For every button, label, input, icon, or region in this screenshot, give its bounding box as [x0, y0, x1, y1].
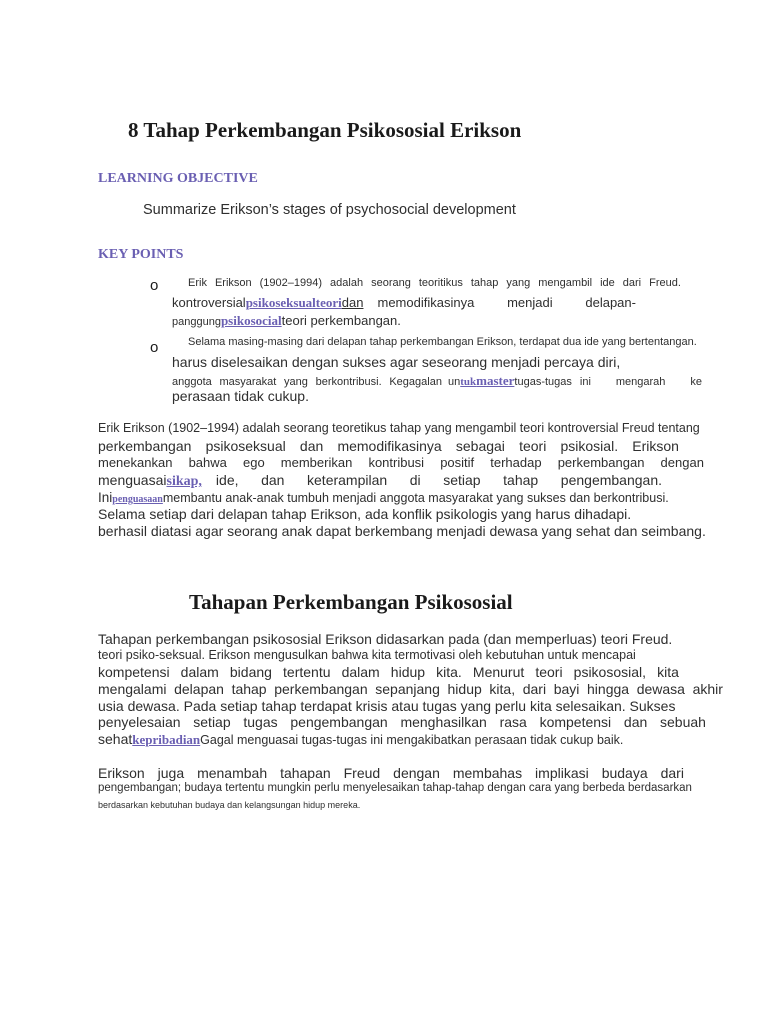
word: menjadi [507, 295, 553, 310]
word: tahap [231, 681, 267, 697]
key-point-1-line-2-words [377, 295, 636, 310]
key-point-2-line-4: perasaan tidak cukup. [172, 388, 309, 404]
word: sebuah [660, 714, 706, 730]
word: pengembangan [290, 714, 388, 730]
page-title: 8 Tahap Perkembangan Psikososial Erikson [128, 118, 522, 142]
section-2-line-4 [98, 681, 723, 697]
section-2-line-3 [98, 664, 679, 680]
word: dari [522, 681, 547, 697]
word: perkembangan [98, 438, 192, 454]
word: terhadap [490, 455, 542, 470]
text-span: membantu anak-anak tumbuh menjadi anggota masyarakat yang sukses dan berkontribusi. [162, 491, 669, 505]
word: setiap [443, 472, 481, 488]
word: sepanjang [375, 681, 440, 697]
word: Freud [343, 765, 381, 781]
penguasaan-link[interactable]: penguasaan [112, 494, 163, 505]
word: tahap [470, 277, 499, 289]
word: psikoseksual [205, 438, 286, 454]
section-2-line-7 [98, 731, 623, 748]
word: teori [535, 664, 563, 680]
section-2-line-1: Tahapan perkembangan psikososial Erikson didasarkan pada (dan memperluas) teori Freud. [98, 631, 673, 647]
word: tertentu [283, 664, 331, 680]
circle-bullet-icon: o [150, 277, 159, 294]
text-span: kontroversial [172, 295, 246, 310]
word: seorang [371, 277, 411, 289]
body-1-line-3 [98, 455, 704, 470]
word: kita [657, 664, 679, 680]
word: perkembangan [557, 455, 645, 470]
key-point-1-line-2 [172, 295, 636, 311]
word: menekankan [98, 455, 173, 470]
word: mengarah [615, 376, 666, 388]
key-point-2-line-3-words-end [580, 376, 702, 388]
text-span: dan [341, 295, 364, 310]
word: yang [284, 376, 308, 388]
word: kompetensi [98, 664, 170, 680]
word: dewasa [636, 681, 685, 697]
word: kita. [436, 664, 462, 680]
word: Freud. [649, 277, 681, 289]
body-1-line-6: Selama setiap dari delapan tahap Erikson, ada konflik psikologis yang harus dihadapi. [98, 506, 632, 522]
word: dan [299, 438, 324, 454]
word: juga [157, 765, 185, 781]
word: psikososial, [573, 664, 647, 680]
word: anggota [172, 376, 212, 388]
word: teoritikus [418, 277, 463, 289]
word: hidup [390, 664, 426, 680]
body-1-line-2 [98, 438, 679, 454]
word: dengan [393, 765, 440, 781]
body-1-line-4-words [216, 472, 662, 488]
sikap-link[interactable]: sikap, [166, 474, 202, 489]
learning-objective-item: Summarize Erikson’s stages of psychosocial development [143, 202, 516, 218]
word: bidang [229, 664, 272, 680]
section-2-para-2-line-1 [98, 765, 684, 781]
word: ego [242, 455, 265, 470]
word: budaya [601, 765, 648, 781]
word: ke [690, 376, 702, 388]
word: memodifikasinya [377, 295, 475, 310]
word: ide, [215, 472, 239, 488]
word: bayi [553, 681, 580, 697]
section-2-line-2: teori psiko-seksual. Erikson mengusulkan bahwa kita termotivasi oleh kebutuhan untuk mencapai [98, 648, 636, 662]
word: pengembangan. [560, 472, 662, 488]
word: dari [622, 277, 642, 289]
kepribadian-link[interactable]: kepribadian [132, 732, 201, 747]
word: rasa [499, 714, 527, 730]
word: memodifikasinya [337, 438, 442, 454]
word: memberikan [280, 455, 353, 470]
word: keterampilan [307, 472, 388, 488]
key-point-1-line-3 [172, 313, 401, 329]
key-point-1-line-1 [188, 277, 681, 289]
word: hidup [447, 681, 482, 697]
psikosocial-link[interactable]: psikosocial [220, 313, 282, 328]
word: masyarakat [219, 376, 277, 388]
word: kontribusi [368, 455, 425, 470]
word: Menurut [472, 664, 525, 680]
section-2-line-6 [98, 714, 706, 730]
learning-objective-heading: LEARNING OBJECTIVE [98, 171, 258, 186]
word: dan [623, 714, 648, 730]
word: dalam [341, 664, 380, 680]
word: penyelesaian [98, 714, 181, 730]
word: Kegagalan [389, 376, 442, 388]
key-point-2-line-3-words [172, 376, 442, 388]
word: teori [519, 438, 547, 454]
word: mengambil [538, 277, 593, 289]
psikoseksualteori-link[interactable]: psikoseksualteori [245, 295, 342, 310]
text-span: Gagal menguasai tugas-tugas ini mengakibatkan perasaan tidak cukup baik. [200, 733, 624, 747]
body-1-line-1: Erik Erikson (1902–1994) adalah seorang teoretikus tahap yang mengambil teori kontroversial Freud tentang [98, 421, 700, 435]
key-point-2-line-2: harus diselesaikan dengan sukses agar seseorang menjadi percaya diri, [172, 354, 621, 370]
word: setiap [193, 714, 231, 730]
word: menghasilkan [400, 714, 487, 730]
body-1-line-7: berhasil diatasi agar seorang anak dapat berkembang menjadi dewasa yang sehat dan seimbang. [98, 523, 706, 539]
word: tahapan [280, 765, 331, 781]
word: Erikson [214, 277, 252, 289]
word: hingga [587, 681, 630, 697]
word: berkontribusi. [315, 376, 382, 388]
section-2-para-2-line-3: berdasarkan kebutuhan budaya dan kelangsungan hidup mereka. [98, 800, 361, 810]
word: psikosial. [560, 438, 619, 454]
word: Erikson [98, 765, 145, 781]
text-span: teori perkembangan. [281, 313, 401, 328]
word: ide [600, 277, 615, 289]
word: perkembangan [274, 681, 368, 697]
word: sebagai [455, 438, 505, 454]
word: dari [660, 765, 684, 781]
word: kompetensi [539, 714, 612, 730]
key-points-heading: KEY POINTS [98, 247, 184, 262]
tuk-link[interactable]: tuk [460, 376, 477, 388]
word: akhir [692, 681, 723, 697]
word: bahwa [188, 455, 227, 470]
text-span: sehat [98, 731, 133, 747]
word: delapan- [585, 295, 636, 310]
word: adalah [330, 277, 364, 289]
word: mengalami [98, 681, 167, 697]
master-link[interactable]: master [476, 373, 515, 388]
word: dan [261, 472, 285, 488]
word: membahas [452, 765, 523, 781]
word: menambah [197, 765, 268, 781]
word: positif [440, 455, 475, 470]
word: (1902–1994) [259, 277, 323, 289]
text-span: un [448, 376, 461, 388]
key-point-2-line-1: Selama masing-masing dari delapan tahap perkembangan Erikson, terdapat dua ide yang bertentangan. [188, 336, 697, 348]
word: delapan [174, 681, 224, 697]
text-span: Ini [98, 490, 113, 505]
body-1-line-4 [98, 472, 662, 490]
section-2-para-2-line-2: pengembangan; budaya tertentu mungkin perlu menyelesaikan tahap-tahap dengan cara yang berbeda berdasarkan [98, 782, 692, 794]
body-1-line-5 [98, 490, 669, 505]
section-heading: Tahapan Perkembangan Psikososial [189, 590, 513, 614]
word: tugas [243, 714, 278, 730]
word: dalam [180, 664, 219, 680]
word: tahap [503, 472, 539, 488]
word: Erik [188, 277, 207, 289]
word: ini [579, 376, 591, 388]
circle-bullet-icon: o [150, 339, 159, 356]
text-span: tugas-tugas [514, 376, 572, 388]
word: kita, [489, 681, 516, 697]
word: di [409, 472, 421, 488]
key-point-2-line-3 [172, 373, 702, 389]
word: yang [506, 277, 531, 289]
word: implikasi [535, 765, 589, 781]
text-span: menguasai [98, 472, 167, 488]
section-2-line-5: usia dewasa. Pada setiap tahap terdapat krisis atau tugas yang perlu kita selesaikan. Sukses [98, 698, 676, 714]
text-span: panggung [172, 316, 221, 328]
word: dengan [660, 455, 704, 470]
word: Erikson [632, 438, 679, 454]
